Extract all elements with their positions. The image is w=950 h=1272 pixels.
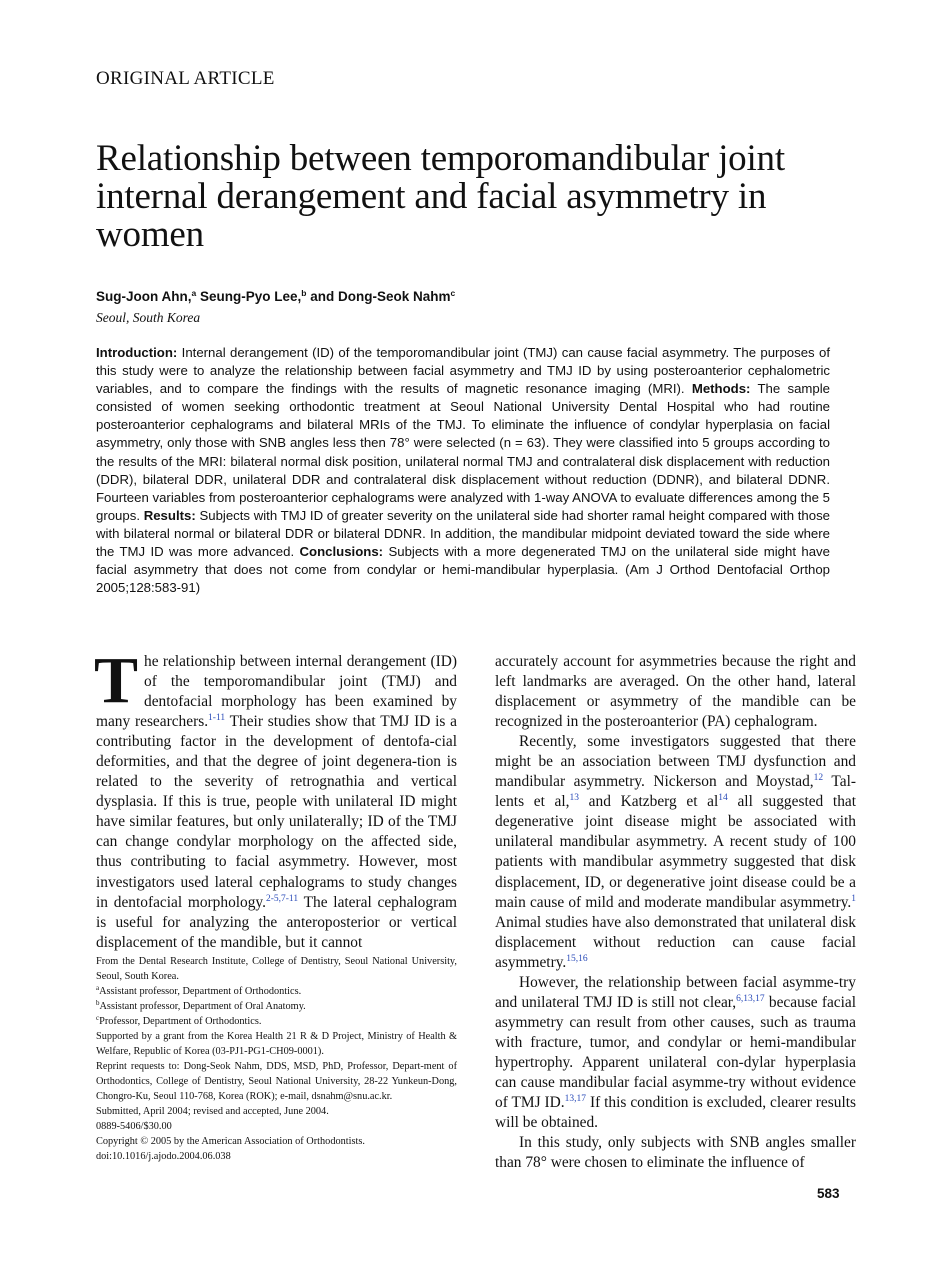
citation-link[interactable]: 6,13,17 bbox=[736, 993, 765, 1004]
body-paragraph bbox=[94, 644, 457, 953]
footnote-reprint: Reprint requests to: Dong-Seok Nahm, DDS, MSD, PhD, Professor, Depart-ment of Orthodontics, College of Dentistry, Seoul National University, 28-22 Yunkeun-Dong, Chongro-Ku, Seoul 110-768, Korea (ROK); e-mail, dsnahm@snu.ac.kr. bbox=[96, 1061, 457, 1102]
abstract-heading: Results: bbox=[143, 507, 196, 523]
footnote-author-a bbox=[96, 984, 457, 999]
section-label: ORIGINAL ARTICLE bbox=[96, 68, 275, 89]
author-name: Seung-Pyo Lee, bbox=[199, 289, 302, 304]
body-column-right bbox=[495, 652, 856, 1173]
citation-link[interactable]: 12 bbox=[813, 773, 824, 784]
body-paragraph bbox=[495, 652, 856, 732]
footnote-mark: c bbox=[96, 1014, 100, 1022]
drop-cap: T bbox=[94, 644, 139, 717]
body-column-left bbox=[94, 644, 457, 953]
footnote-text: Assistant professor, Department of Oral Anatomy. bbox=[99, 1001, 306, 1012]
body-text: Animal studies have also demonstrated that unilateral disk displacement without reduction can cause facial asymmetry. bbox=[495, 913, 856, 971]
abstract bbox=[96, 344, 830, 597]
footnote-issn: 0889-5406/$30.00 bbox=[96, 1121, 172, 1132]
page-number: 583 bbox=[817, 1186, 840, 1201]
footnote-text: Professor, Department of Orthodontics. bbox=[99, 1016, 262, 1027]
body-text: However, the relationship between facial asymme-try and unilateral TMJ ID is still not clear, bbox=[495, 973, 856, 1011]
affiliation-mark: c bbox=[450, 288, 456, 298]
body-text: all suggested that degenerative joint disease might be associated with unilateral mandibular asymmetry. A recent study of 100 patients with mandibular asymmetry suggested that disk displacement, ID, or degenerative joint disease could be a main cause of mild and moderate mandibular asymmetry. bbox=[495, 793, 857, 911]
affiliation-mark: b bbox=[301, 288, 307, 298]
affiliation-mark: a bbox=[191, 288, 197, 298]
citation-link[interactable]: 15,16 bbox=[566, 953, 588, 964]
footnote-author-b bbox=[96, 999, 457, 1014]
body-paragraph bbox=[495, 1133, 856, 1173]
article-title: Relationship between temporomandibular joint internal derangement and facial asymmetry in women bbox=[96, 138, 785, 255]
footnotes bbox=[96, 954, 457, 1164]
citation-link[interactable]: 13 bbox=[569, 793, 579, 804]
body-text: accurately account for asymmetries because the right and left landmarks are averaged. On the other hand, lateral displacement or asymmetry of the mandible can be recognized in the posteroanterior (PA) cephalogram. bbox=[495, 653, 856, 731]
footnote-doi[interactable]: doi:10.1016/j.ajodo.2004.06.038 bbox=[96, 1151, 231, 1162]
citation-link[interactable]: 1-11 bbox=[208, 713, 226, 724]
citation-link[interactable]: 13,17 bbox=[564, 1094, 586, 1105]
body-text: because facial asymmetry can result from other causes, such as trauma with fracture, tumor, and condylar or hemi-mandibular hypertrophy. Apparent unilateral con-dylar hyperplasia can cause mandibular facial asymme-try without evidence of TMJ ID. bbox=[495, 993, 856, 1112]
footnote-mark: a bbox=[96, 984, 100, 992]
abstract-text: Internal derangement (ID) of the temporomandibular joint (TMJ) can cause facial asymmetry. The purposes of this study were to analyze the relationship between facial asymmetry and TMJ ID by using posteroanterior cephalometric variables, and to compare the findings with the results of magnetic resonance imaging (MRI). bbox=[96, 345, 830, 397]
body-paragraph bbox=[495, 732, 856, 973]
body-text: he relationship between internal derangement (ID) of the temporomandibular joint (TMJ) and dentofacial morphology has been examined by many researchers. bbox=[96, 653, 457, 731]
abstract-heading: Conclusions: bbox=[299, 544, 384, 560]
body-text: and Katzberg et al bbox=[579, 793, 719, 811]
abstract-text: Subjects with TMJ ID of greater severity on the unilateral side had shorter ramal height compared with those with bilateral normal or bilateral DDR or bilateral DDNR. In addition, the mandibular midpoint deviated toward the side where the TMJ ID was more advanced. bbox=[96, 507, 831, 560]
abstract-text: Subjects with a more degenerated TMJ on the unilateral side might have facial asymmetry that does not come from condylar or hemi-mandibular hyperplasia. (Am J Orthod Dentofacial Orthop 2005;128:583-91) bbox=[96, 544, 830, 596]
author-name: Sug-Joon Ahn, bbox=[96, 289, 192, 304]
body-text: Their studies show that TMJ ID is a contributing factor in the development of dentofa-cial deformities, and that the degree of joint degenera-tion is related to the severity of retrognathia and vertical dysplasia. If this is true, people with unilateral ID might have similar features, but only unilaterally; ID of the TMJ can change condylar morphology on the affected side, thus contributing to facial asymmetry. However, most investigators used lateral cephalograms to study changes in dentofacial morphology. bbox=[96, 713, 457, 911]
footnote-text: Assistant professor, Department of Orthodontics. bbox=[99, 986, 302, 997]
footnote-copyright: Copyright © 2005 by the American Association of Orthodontists. bbox=[96, 1136, 365, 1147]
citation-link[interactable]: 14 bbox=[718, 793, 728, 804]
footnote-funding: Supported by a grant from the Korea Health 21 R & D Project, Ministry of Health & Welfare, Republic of Korea (03-PJ1-PG1-CH09-0001). bbox=[96, 1031, 457, 1057]
citation-link[interactable]: 1 bbox=[851, 893, 856, 904]
body-text: Tal-lents et al, bbox=[495, 773, 856, 811]
citation-link[interactable]: 2-5,7-11 bbox=[265, 893, 299, 904]
body-paragraph bbox=[495, 973, 856, 1133]
author-list bbox=[96, 289, 455, 304]
body-text: If this condition is excluded, clearer results will be obtained. bbox=[495, 1094, 856, 1132]
footnote-affiliation: From the Dental Research Institute, College of Dentistry, Seoul National University, Seoul, South Korea. bbox=[96, 956, 457, 982]
author-name: and Dong-Seok Nahm bbox=[310, 289, 451, 304]
footnote-mark: b bbox=[96, 999, 100, 1007]
body-text: The lateral cephalogram is useful for analyzing the anteroposterior or vertical displacement of the mandible, but it cannot bbox=[96, 893, 457, 951]
body-text: In this study, only subjects with SNB angles smaller than 78° were chosen to eliminate the influence of bbox=[495, 1134, 856, 1172]
footnote-author-c bbox=[96, 1014, 457, 1029]
footnote-submitted: Submitted, April 2004; revised and accepted, June 2004. bbox=[96, 1106, 329, 1117]
abstract-heading: Methods: bbox=[691, 381, 751, 397]
abstract-text: The sample consisted of women seeking orthodontic treatment at Seoul National University Dental Hospital who had routine posteroanterior cephalograms and bilateral MRIs of the TMJ. To eliminate the influence of condylar hyperplasia on facial asymmetry, only those with SNB angles less then 78° were selected (n = 63). They were classified into 5 groups according to the results of the MRI: bilateral normal disk position, unilateral normal TMJ and contralateral disk displacement with reduction (DDR), bilateral DDR, unilateral DDR and contralateral disk displacement without reduction (DDNR), and bilateral DDNR. Fourteen variables from posteroanterior cephalograms were analyzed with 1-way ANOVA to evaluate differences among the 5 groups. bbox=[96, 381, 830, 523]
body-text: Recently, some investigators suggested that there might be an association between TMJ dysfunction and mandibular asymmetry. Nickerson and Moystad, bbox=[495, 733, 856, 791]
author-location: Seoul, South Korea bbox=[96, 310, 201, 325]
abstract-heading: Introduction: bbox=[96, 345, 178, 360]
